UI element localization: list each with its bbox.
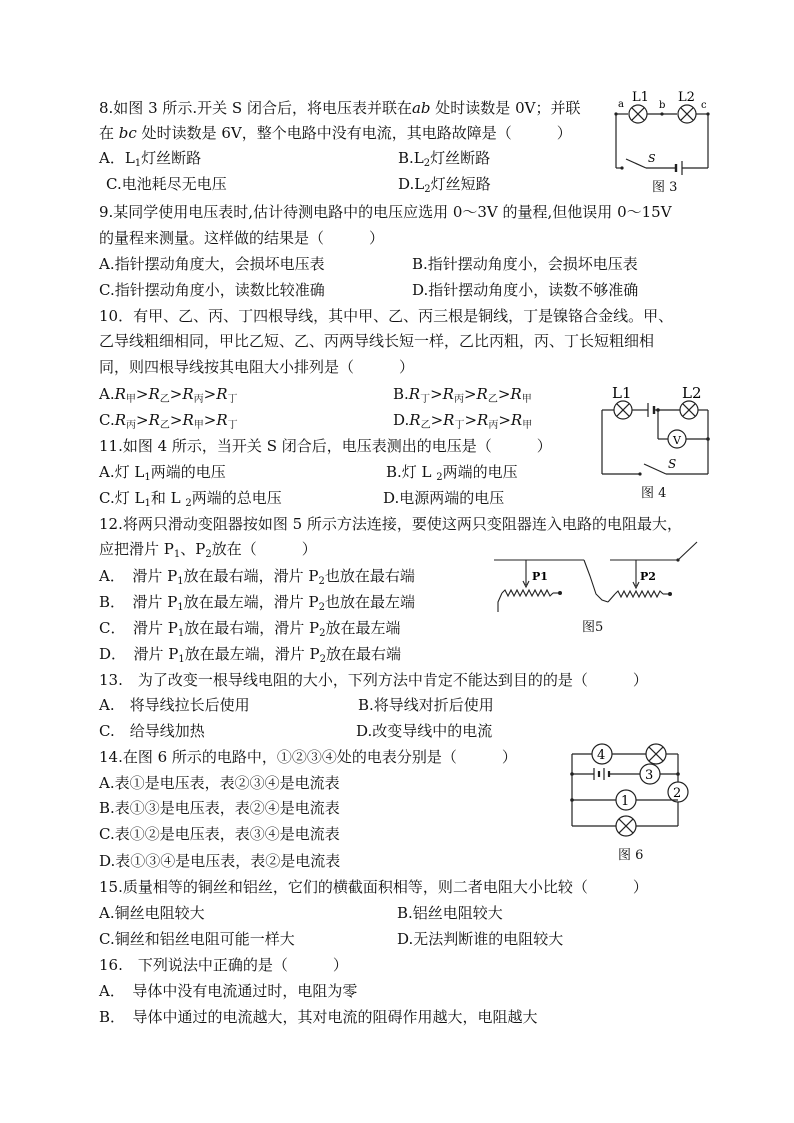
q16-stem: 16. 下列说法中正确的是（ ） bbox=[99, 956, 348, 974]
q13-option-c[interactable]: C. 给导线加热 bbox=[99, 722, 205, 740]
q15-option-b[interactable]: B.铝丝电阻较大 bbox=[397, 904, 503, 922]
fig6-meter-4: 4 bbox=[597, 748, 606, 763]
fig6-meter-3: 3 bbox=[645, 768, 654, 783]
q12-option-c[interactable]: C． 滑片 $P_1$放在最右端，滑片 $P_2$放在最左端 bbox=[99, 619, 401, 639]
q11-option-b[interactable]: B.灯 L $_2$两端的电压 bbox=[386, 463, 518, 483]
q14-option-b[interactable]: B.表①③是电压表，表②④是电流表 bbox=[99, 799, 340, 817]
q13-option-b[interactable]: B.将导线对折后使用 bbox=[358, 696, 494, 714]
q14-option-a[interactable]: A.表①是电压表，表②③④是电流表 bbox=[99, 774, 340, 792]
q11-option-d[interactable]: D.电源两端的电压 bbox=[383, 489, 505, 507]
fig4-label-v: V bbox=[673, 434, 681, 447]
q14-stem: 14.在图 6 所示的电路中，①②③④处的电表分别是（ ） bbox=[99, 748, 517, 766]
q9-option-a[interactable]: A.指针摆动角度大，会损坏电压表 bbox=[99, 255, 325, 273]
q13-option-d[interactable]: D.改变导线中的电流 bbox=[356, 722, 493, 740]
figure-3-caption: 图 3 bbox=[652, 180, 678, 195]
q16-option-a[interactable]: A． 导体中没有电流通过时，电阻为零 bbox=[99, 982, 358, 1000]
figure-6-caption: 图 6 bbox=[618, 848, 644, 863]
q8-option-c[interactable]: C.电池耗尽无电压 bbox=[106, 175, 227, 193]
q11-option-c[interactable]: C.灯 $L_1$和 L $_2$两端的总电压 bbox=[99, 489, 282, 509]
fig3-label-b: b bbox=[659, 100, 666, 111]
q12-stem-line2: 应把滑片 $P_1$、$P_2$放在（ ） bbox=[99, 540, 317, 560]
fig4-label-s: S bbox=[668, 457, 677, 471]
q12-option-d[interactable]: D． 滑片 $P_1$放在最左端，滑片 $P_2$放在最右端 bbox=[99, 645, 402, 665]
q13-option-a[interactable]: A. 将导线拉长后使用 bbox=[99, 696, 250, 714]
fig6-meter-2: 2 bbox=[673, 786, 682, 801]
q8-option-b[interactable]: $B.L_2$灯丝断路 bbox=[398, 149, 491, 169]
q10-stem-line1: 10．有甲、乙、丙、丁四根导线，其中甲、乙、丙三根是铜线，丁是镍铬合金线。甲、 bbox=[99, 307, 674, 325]
q11-option-a[interactable]: A.灯 $L_1$两端的电压 bbox=[99, 463, 226, 483]
q11-stem: 11.如图 4 所示，当开关 S 闭合后，电压表测出的电压是（ ） bbox=[99, 437, 552, 455]
q9-option-c[interactable]: C.指针摆动角度小，读数比较准确 bbox=[99, 281, 325, 299]
figure-5-caption: 图5 bbox=[582, 620, 604, 635]
q16-option-b[interactable]: B． 导体中通过的电流越大，其对电流的阻碍作用越大，电阻越大 bbox=[99, 1008, 538, 1026]
q14-option-d[interactable]: D.表①③④是电压表，表②是电流表 bbox=[99, 852, 341, 870]
q9-stem-line2: 的量程来测量。这样做的结果是（ ） bbox=[99, 229, 385, 247]
q13-stem: 13. 为了改变一根导线电阻的大小，下列方法中肯定不能达到目的的是（ ） bbox=[99, 671, 648, 689]
fig4-label-l2: L2 bbox=[682, 384, 702, 402]
fig3-label-s: S bbox=[648, 152, 656, 165]
q9-option-d[interactable]: D.指针摆动角度小，读数不够准确 bbox=[412, 281, 639, 299]
q10-stem-line3: 同，则四根导线按其电阻大小排列是（ ） bbox=[99, 358, 415, 376]
q10-option-d[interactable]: $D.R_乙>R_丁>R_丙>R_甲$ bbox=[393, 411, 533, 431]
q14-option-c[interactable]: C.表①②是电压表，表③④是电流表 bbox=[99, 825, 340, 843]
fig3-label-l2: L2 bbox=[678, 90, 695, 105]
fig4-label-l1: L1 bbox=[612, 384, 632, 402]
figure-5-rheostats bbox=[490, 538, 702, 618]
fig6-meter-1: 1 bbox=[621, 794, 630, 809]
q15-option-d[interactable]: D.无法判断谁的电阻较大 bbox=[397, 930, 564, 948]
q10-option-b[interactable]: $B.R_丁>R_丙>R_乙>R_甲$ bbox=[393, 385, 532, 405]
q10-option-c[interactable]: $C.R_丙>R_乙>R_甲>R_丁$ bbox=[99, 411, 238, 431]
q15-option-a[interactable]: A.铜丝电阻较大 bbox=[99, 904, 205, 922]
q10-option-a[interactable]: $A.R_甲>R_乙>R_丙>R_丁$ bbox=[99, 385, 238, 405]
fig5-label-p1: P1 bbox=[532, 570, 548, 583]
figure-6-circuit bbox=[566, 740, 694, 840]
q12-option-a[interactable]: A． 滑片 $P_1$放在最右端，滑片 $P_2$也放在最右端 bbox=[99, 567, 415, 587]
q15-stem: 15.质量相等的铜丝和铝丝，它们的横截面积相等，则二者电阻大小比较（ ） bbox=[99, 878, 648, 896]
fig5-label-p2: P2 bbox=[640, 570, 656, 583]
q15-option-c[interactable]: C.铜丝和铝丝电阻可能一样大 bbox=[99, 930, 295, 948]
figure-4-circuit bbox=[596, 384, 714, 480]
q8-stem-line2: 在 bc 处时读数是 6V，整个电路中没有电流，其电路故障是（ ） bbox=[99, 124, 572, 142]
figure-3-circuit bbox=[612, 88, 712, 180]
q10-stem-line2: 乙导线粗细相同，甲比乙短、乙、丙两导线长短一样，乙比丙粗，丙、丁长短粗细相 bbox=[99, 332, 655, 350]
q8-option-d[interactable]: $D.L_2$灯丝短路 bbox=[398, 175, 491, 195]
q9-option-b[interactable]: B.指针摆动角度小，会损坏电压表 bbox=[412, 255, 638, 273]
figure-4-caption: 图 4 bbox=[641, 486, 667, 501]
q12-option-b[interactable]: B． 滑片 $P_1$放在最左端，滑片 $P_2$也放在最左端 bbox=[99, 593, 416, 613]
q8-stem-line1: 8.如图 3 所示.开关 S 闭合后，将电压表并联在ab 处时读数是 0V；并联 bbox=[99, 99, 581, 117]
q8-option-a[interactable]: A．$L_1$灯丝断路 bbox=[99, 149, 202, 169]
q9-stem-line1: 9.某同学使用电压表时,估计待测电路中的电压应选用 0～3V 的量程,但他误用 0～15V bbox=[99, 203, 672, 221]
q12-stem-line1: 12.将两只滑动变阻器按如图 5 所示方法连接，要使这两只变阻器连入电路的电阻最大， bbox=[99, 515, 682, 533]
fig3-label-c: c bbox=[701, 100, 707, 111]
fig3-label-l1: L1 bbox=[632, 90, 649, 105]
fig3-label-a: a bbox=[618, 99, 624, 110]
